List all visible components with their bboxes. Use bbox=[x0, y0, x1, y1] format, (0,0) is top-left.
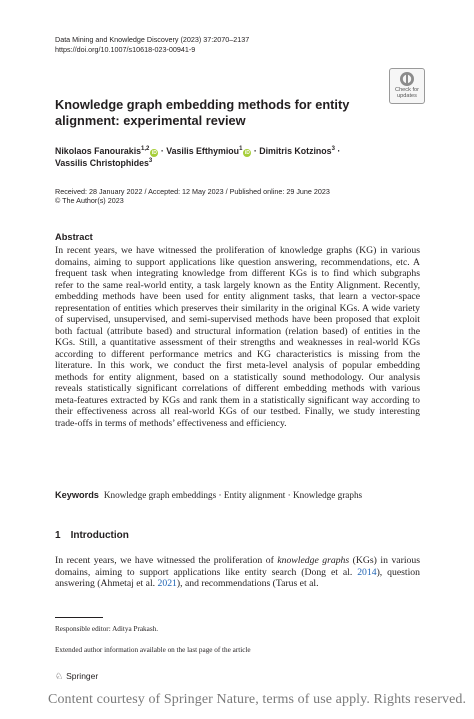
publisher-name: Springer bbox=[66, 671, 99, 681]
journal-citation: Data Mining and Knowledge Discovery (2023) 37:2070–2137 bbox=[55, 35, 250, 44]
author-affiliation: 1,2 bbox=[141, 146, 150, 153]
intro-text: In recent years, we have witnessed the proliferation of bbox=[55, 555, 278, 566]
title-line2: alignment: experimental review bbox=[55, 112, 246, 128]
intro-text: ), and recommendations (Tarus et al. bbox=[176, 578, 319, 589]
journal-header bbox=[55, 35, 249, 54]
responsible-editor-note: Responsible editor: Aditya Prakash. bbox=[55, 625, 159, 633]
author-affiliation: 3 bbox=[331, 146, 335, 153]
check-for-updates-badge[interactable] bbox=[389, 68, 425, 104]
author-list bbox=[55, 146, 340, 169]
author-separator: · bbox=[158, 146, 167, 156]
title-line1: Knowledge graph embedding methods for entity bbox=[55, 97, 350, 112]
publisher-logo bbox=[55, 671, 98, 682]
keywords bbox=[55, 490, 362, 500]
author-name[interactable]: Nikolaos Fanourakis bbox=[55, 146, 142, 156]
badge-line2: updates bbox=[397, 93, 417, 100]
publication-dates bbox=[55, 187, 330, 206]
intro-text: ), question answering (Ahmetaj et al. bbox=[55, 566, 420, 589]
author-separator: · bbox=[334, 146, 341, 156]
extended-author-note: Extended author information available on the last page of the article bbox=[55, 646, 251, 654]
history-dates: Received: 28 January 2022 / Accepted: 12 May 2023 / Published online: 29 June 2023 bbox=[55, 187, 330, 196]
section-title: Introduction bbox=[70, 530, 129, 541]
doi-link[interactable]: https://doi.org/10.1007/s10618-023-00941-9 bbox=[55, 44, 196, 54]
courtesy-watermark: Content courtesy of Springer Nature, terms of use apply. Rights reserved. bbox=[48, 692, 467, 707]
abstract-heading: Abstract bbox=[55, 232, 93, 242]
author-separator: · bbox=[251, 146, 260, 156]
footnote-divider bbox=[55, 617, 103, 618]
copyright: © The Author(s) 2023 bbox=[55, 196, 124, 206]
intro-text: (KGs) in various domains, aiming to support applications like entity search (Dong et al. bbox=[55, 555, 420, 578]
check-for-updates-icon bbox=[399, 71, 415, 87]
keywords-label: Keywords bbox=[55, 490, 99, 500]
abstract-text: In recent years, we have witnessed the proliferation of knowledge graphs (KG) in various domains, aiming to support applications like question answering, recommendations, etc. A frequent task when integrating knowledge from different KGs is to find which subgraphs refer to the same real-world entity, a task largely known as the Entity Alignment. Recently, embedding methods have been used for entity alignment tasks, that learn a vector-space representation of entities which preserves their similarity in the original KGs. A wide variety of supervised, unsupervised, and semi-supervised methods have been proposed that exploit both factual (attribute based) and structural information (relation based) of entities in the KGs. Still, a quantitative assessment of their strengths and weaknesses in real-world KGs according to different performance metrics and KG characteristics is missing from the literature. In this work, we conduct the first meta-level analysis of popular embedding methods for entity alignment, based on a statistically sound methodology. Our analysis reveals statistically significant correlations of different embedding methods with various meta-features extracted by KGs and rank them in a statistically significant way according to their effectiveness across all real-world KGs of our testbed. Finally, we study interesting trade-offs in terms of methods’ effectiveness and efficiency. bbox=[55, 245, 420, 429]
introduction-paragraph bbox=[55, 555, 420, 590]
author-affiliation: 1 bbox=[239, 146, 243, 153]
author-name[interactable]: Dimitris Kotzinos bbox=[259, 146, 332, 156]
springer-horse-icon: ♘ bbox=[55, 671, 64, 681]
citation-link[interactable]: 2014 bbox=[357, 566, 377, 578]
badge-line1: Check for bbox=[395, 87, 419, 93]
article-title bbox=[55, 97, 349, 128]
section-heading bbox=[55, 530, 129, 541]
author-affiliation: 3 bbox=[148, 157, 153, 164]
keywords-text: Knowledge graph embeddings · Entity alignment · Knowledge graphs bbox=[103, 490, 363, 500]
citation-link[interactable]: 2021 bbox=[157, 578, 177, 589]
orcid-icon[interactable]: iD bbox=[244, 150, 250, 156]
section-number: 1 bbox=[55, 530, 61, 541]
intro-italic-term: knowledge graphs bbox=[277, 555, 350, 566]
author-name[interactable]: Vasilis Efthymiou bbox=[166, 146, 240, 156]
orcid-icon[interactable]: iD bbox=[151, 150, 157, 156]
author-name[interactable]: Vassilis Christophides bbox=[55, 157, 149, 168]
